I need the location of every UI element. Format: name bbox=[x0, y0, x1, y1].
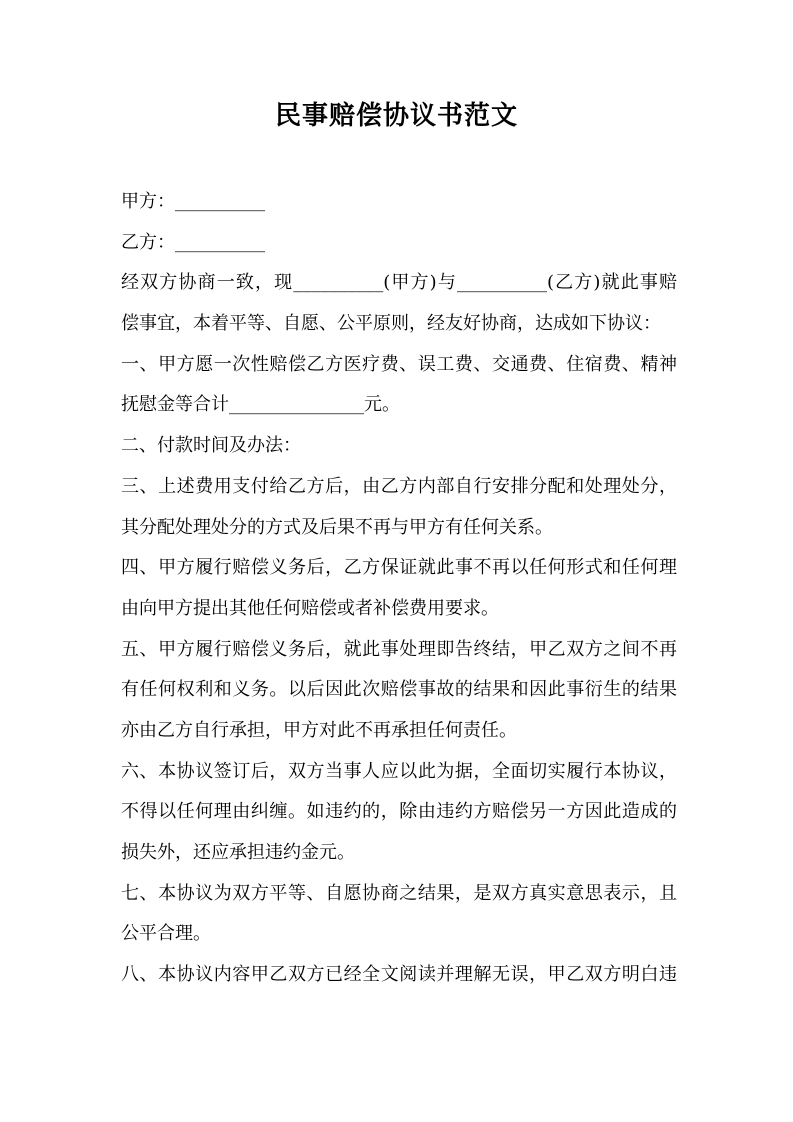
party-a-line: 甲方：__________ bbox=[121, 191, 265, 212]
clause-8-line: 八、本协议内容甲乙双方已经全文阅读并理解无误，甲乙双方明白违 bbox=[121, 964, 677, 986]
clause-7-line: 七、本协议为双方平等、自愿协商之结果，是双方真实意思表示，且 bbox=[121, 882, 677, 904]
clause-6-line: 不得以任何理由纠缠。如违约的，除由违约方赔偿另一方因此造成的 bbox=[121, 801, 677, 823]
document-title: 民事赔偿协议书范文 bbox=[274, 101, 518, 131]
paragraph-line: 偿事宜，本着平等、自愿、公平原则，经友好协商，达成如下协议： bbox=[121, 313, 661, 335]
clause-5-line: 五、甲方履行赔偿义务后，就此事处理即告终结，甲乙双方之间不再 bbox=[121, 638, 677, 660]
clause-4-line: 四、甲方履行赔偿义务后，乙方保证就此事不再以任何形式和任何理 bbox=[121, 557, 677, 579]
clause-1-line: 一、甲方愿一次性赔偿乙方医疗费、误工费、交通费、住宿费、精神 bbox=[121, 353, 677, 375]
clause-3-line: 三、上述费用支付给乙方后，由乙方内部自行安排分配和处理处分， bbox=[121, 475, 677, 497]
clause-4-line: 由向甲方提出其他任何赔偿或者补偿费用要求。 bbox=[121, 597, 499, 619]
clause-6-line: 损失外，还应承担违约金元。 bbox=[121, 842, 355, 863]
clause-2-line: 二、付款时间及办法： bbox=[121, 435, 301, 457]
party-b-line: 乙方：__________ bbox=[121, 231, 265, 253]
clause-1-line: 抚慰金等合计_______________元。 bbox=[121, 394, 400, 416]
clause-5-line: 亦由乙方自行承担，甲方对此不再承担任何责任。 bbox=[121, 719, 517, 741]
clause-3-line: 其分配处理处分的方式及后果不再与甲方有任何关系。 bbox=[121, 516, 553, 538]
clause-5-line: 有任何权利和义务。以后因此次赔偿事故的结果和因此事衍生的结果 bbox=[121, 679, 677, 701]
document-body bbox=[121, 182, 677, 996]
clause-7-line: 公平合理。 bbox=[121, 923, 211, 945]
clause-6-line: 六、本协议签订后，双方当事人应以此为据，全面切实履行本协议， bbox=[121, 760, 677, 782]
paragraph-line: 经双方协商一致，现__________(甲方)与__________(乙方)就此事赔 bbox=[121, 272, 677, 294]
